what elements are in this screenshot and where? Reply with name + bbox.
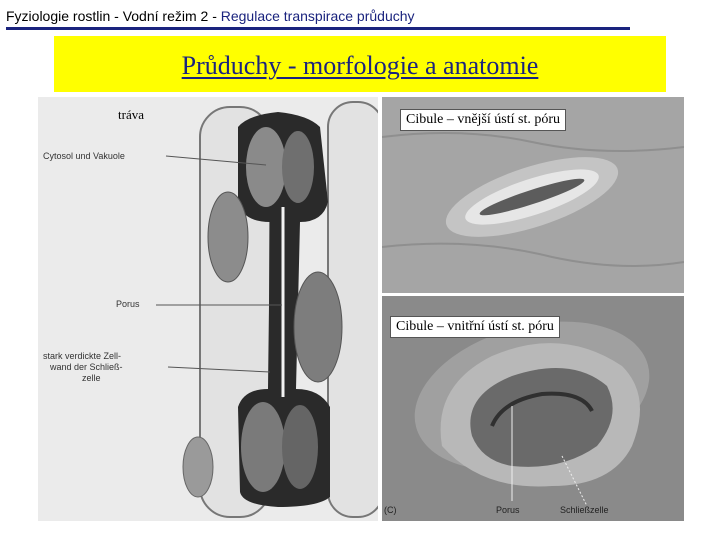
annotation-guard-cell: Schließzelle [560, 505, 609, 515]
slide-title-box [54, 36, 666, 92]
annotation-wall-line2: wand der Schließ- [50, 362, 123, 372]
figure-caption-outer-pore: Cibule – vnější ústí st. póru [400, 109, 566, 131]
slide-title: Průduchy - morfologie a anatomie [181, 51, 539, 80]
annotation-cytosol: Cytosol und Vakuole [43, 151, 125, 161]
annotation-porus-left: Porus [116, 299, 140, 309]
figure-caption-inner-pore: Cibule – vnitřní ústí st. póru [390, 316, 560, 338]
annotation-panel-c: (C) [384, 505, 397, 515]
header-course: Fyziologie rostlin - Vodní režim 2 - [6, 8, 221, 24]
grass-stoma-micrograph [38, 97, 378, 521]
figure-caption-grass: tráva [118, 107, 144, 122]
annotation-wall-line1: stark verdickte Zell- [43, 351, 122, 361]
header-bar [6, 6, 630, 30]
annotation-wall-line3: zelle [82, 373, 101, 383]
onion-outer-pore-sem [382, 97, 684, 293]
header-topic: Regulace transpirace průduchy [220, 8, 415, 24]
onion-inner-pore-sem [382, 296, 684, 521]
annotation-porus-right: Porus [496, 505, 520, 515]
